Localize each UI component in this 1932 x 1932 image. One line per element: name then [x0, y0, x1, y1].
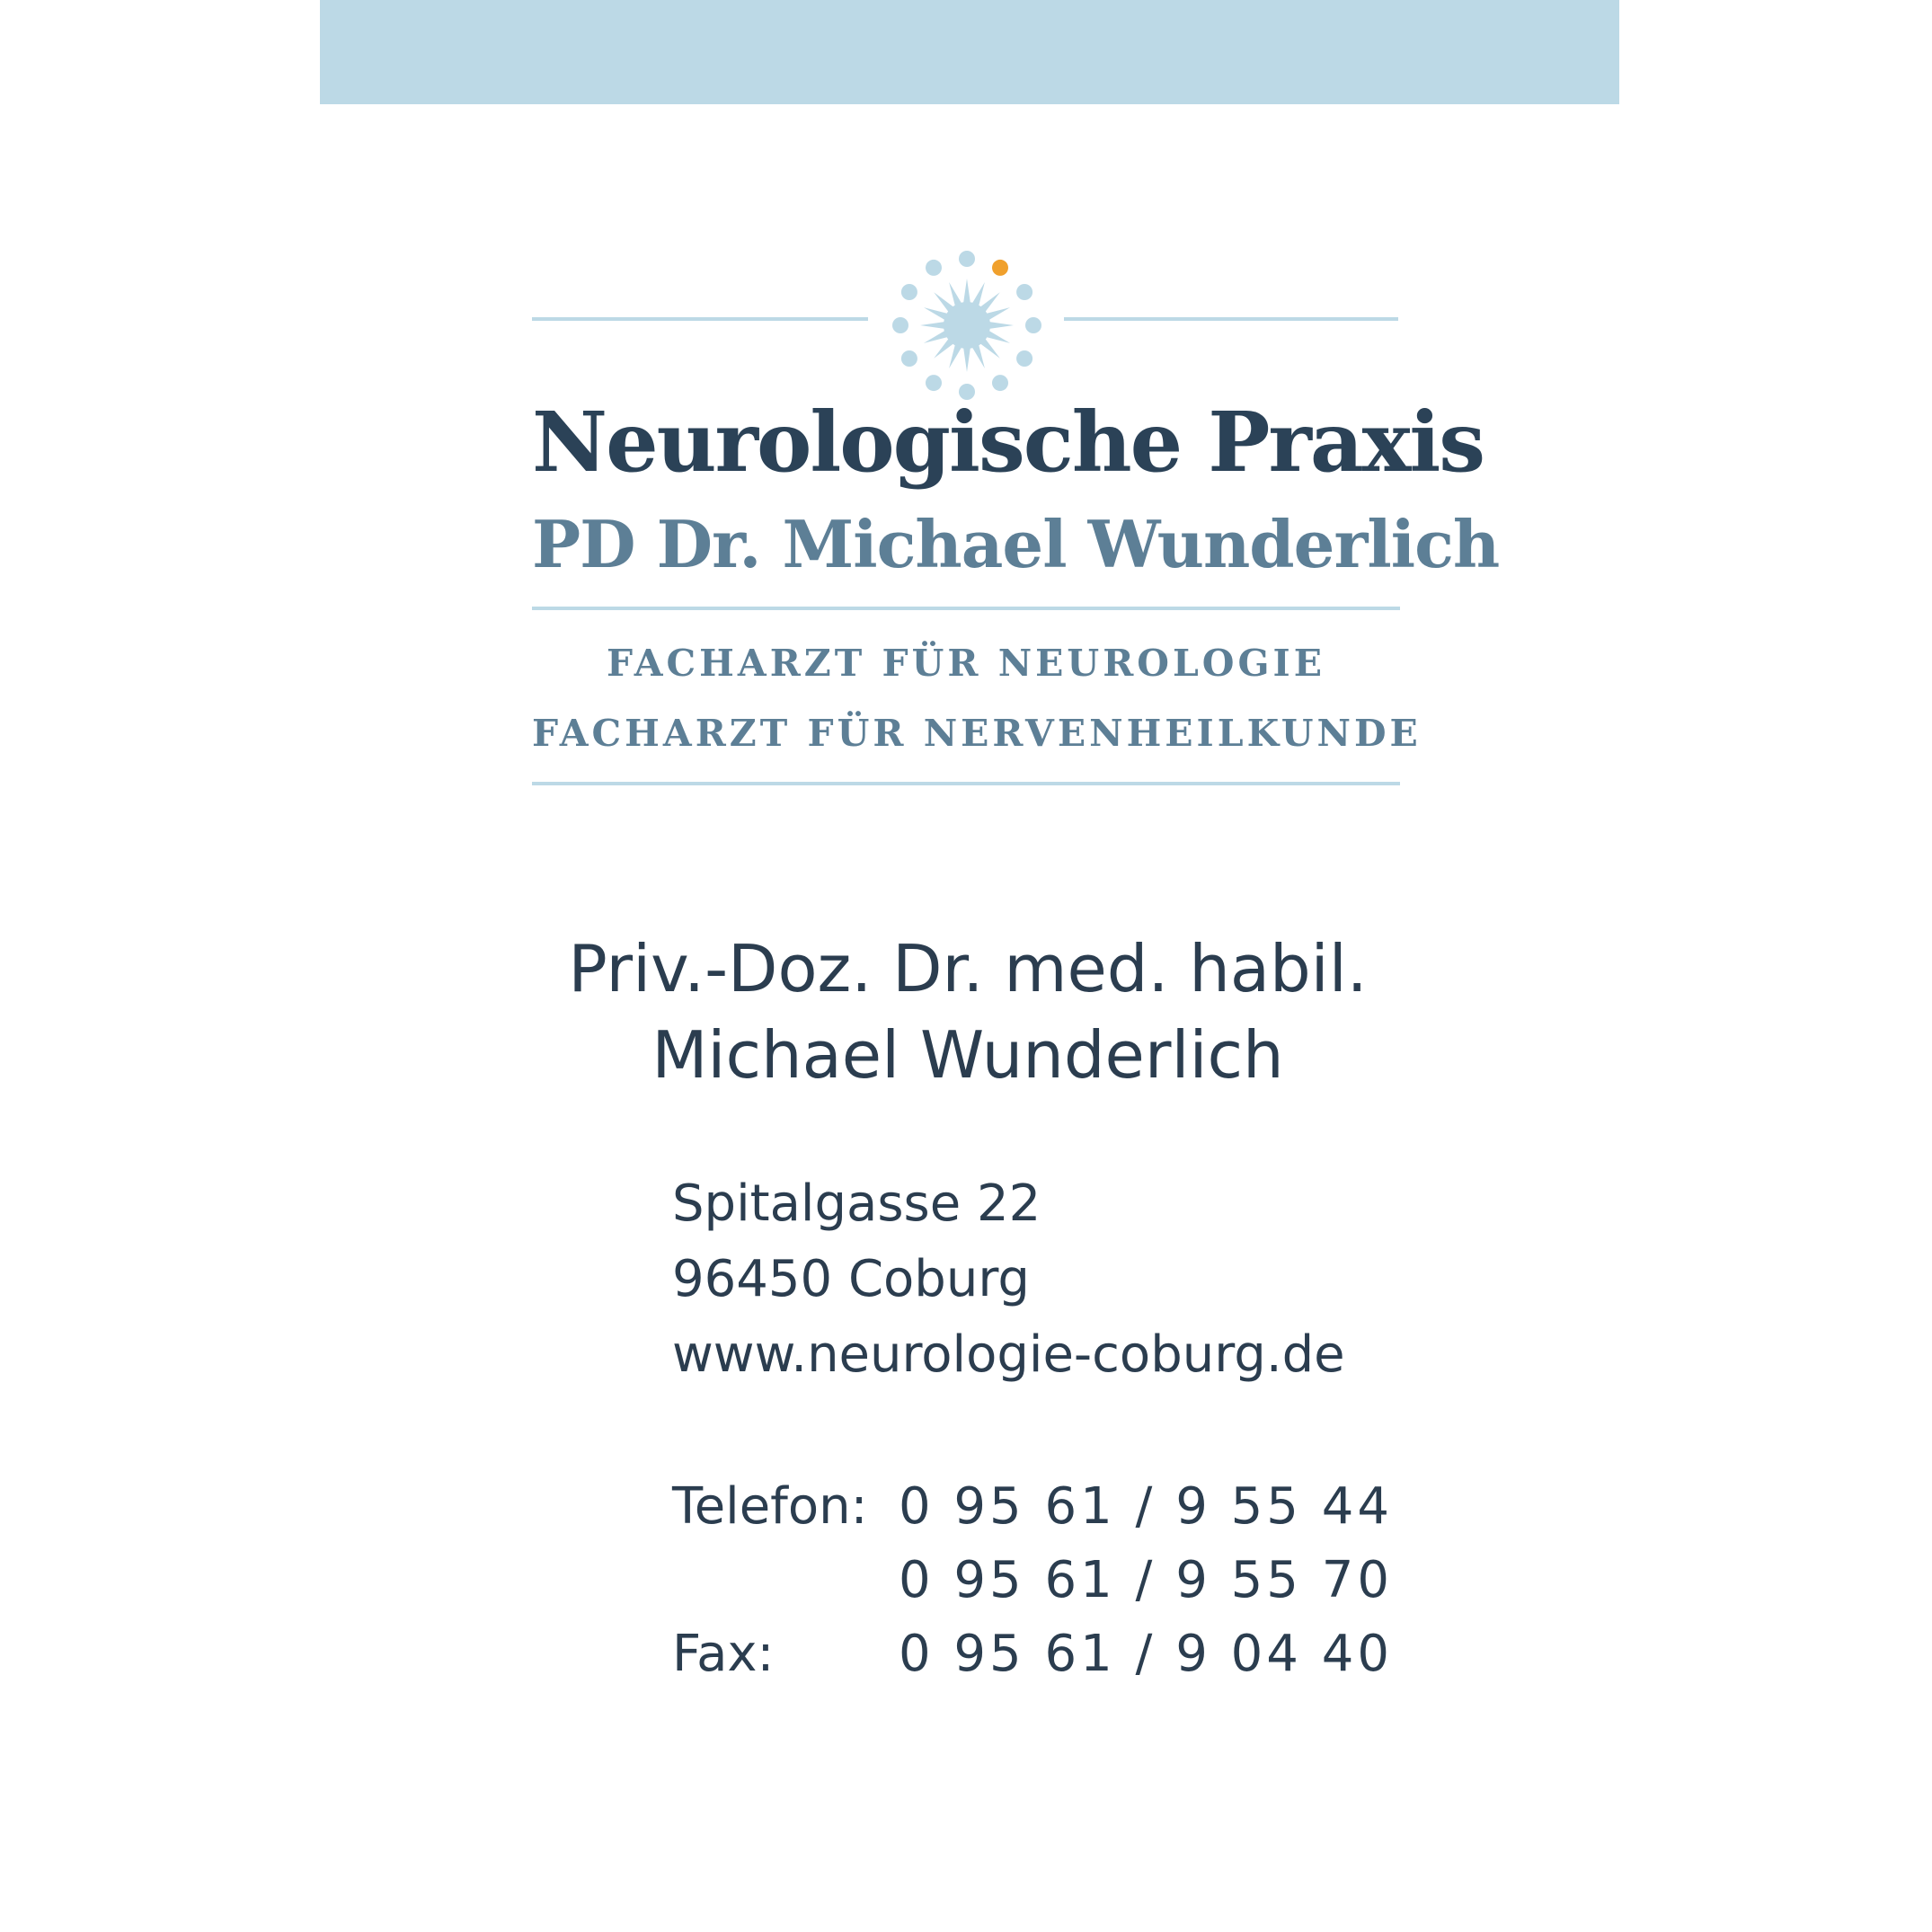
logo-dot [901, 284, 917, 300]
phone-label: Telefon: [672, 1477, 868, 1536]
logo-dot [1016, 284, 1032, 300]
phone-number-2[interactable]: 0 95 61 / 9 55 70 [899, 1551, 1393, 1609]
logo-petal [987, 322, 1014, 330]
logo-divider-left [532, 317, 868, 321]
logo-dot [892, 317, 908, 333]
logo-petal [963, 279, 971, 306]
logo-divider-right [1064, 317, 1398, 321]
logo-petal [920, 322, 947, 330]
neuron-flower-icon [886, 244, 1048, 406]
logo-dot [1016, 350, 1032, 367]
address-city: 96450 Coburg [672, 1250, 1030, 1308]
practice-doctor-name: PD Dr. Michael Wunderlich [532, 506, 1500, 582]
business-card [320, 0, 1619, 1932]
divider-bottom [532, 782, 1400, 785]
fax-label: Fax: [672, 1625, 775, 1683]
phone-number-1[interactable]: 0 95 61 / 9 55 44 [899, 1477, 1393, 1536]
logo-petal [963, 345, 971, 372]
practice-title: Neurologische Praxis [532, 394, 1484, 491]
logo-dot [1025, 317, 1041, 333]
address-street: Spitalgasse 22 [672, 1174, 1041, 1233]
specialty-neurology: FACHARZT FÜR NEUROLOGIE [607, 642, 1325, 685]
person-title: Priv.-Doz. Dr. med. habil. [568, 931, 1368, 1006]
website-link[interactable]: www.neurologie-coburg.de [672, 1325, 1345, 1384]
logo-accent-dot [992, 260, 1008, 276]
divider-top [532, 607, 1400, 610]
top-color-band [320, 0, 1619, 104]
person-name: Michael Wunderlich [651, 1017, 1284, 1093]
logo-dot [926, 260, 942, 276]
specialty-nervenheilkunde: FACHARZT FÜR NERVENHEILKUNDE [532, 712, 1422, 755]
logo-dot [959, 251, 975, 267]
logo-dot [901, 350, 917, 367]
fax-number[interactable]: 0 95 61 / 9 04 40 [899, 1625, 1393, 1683]
